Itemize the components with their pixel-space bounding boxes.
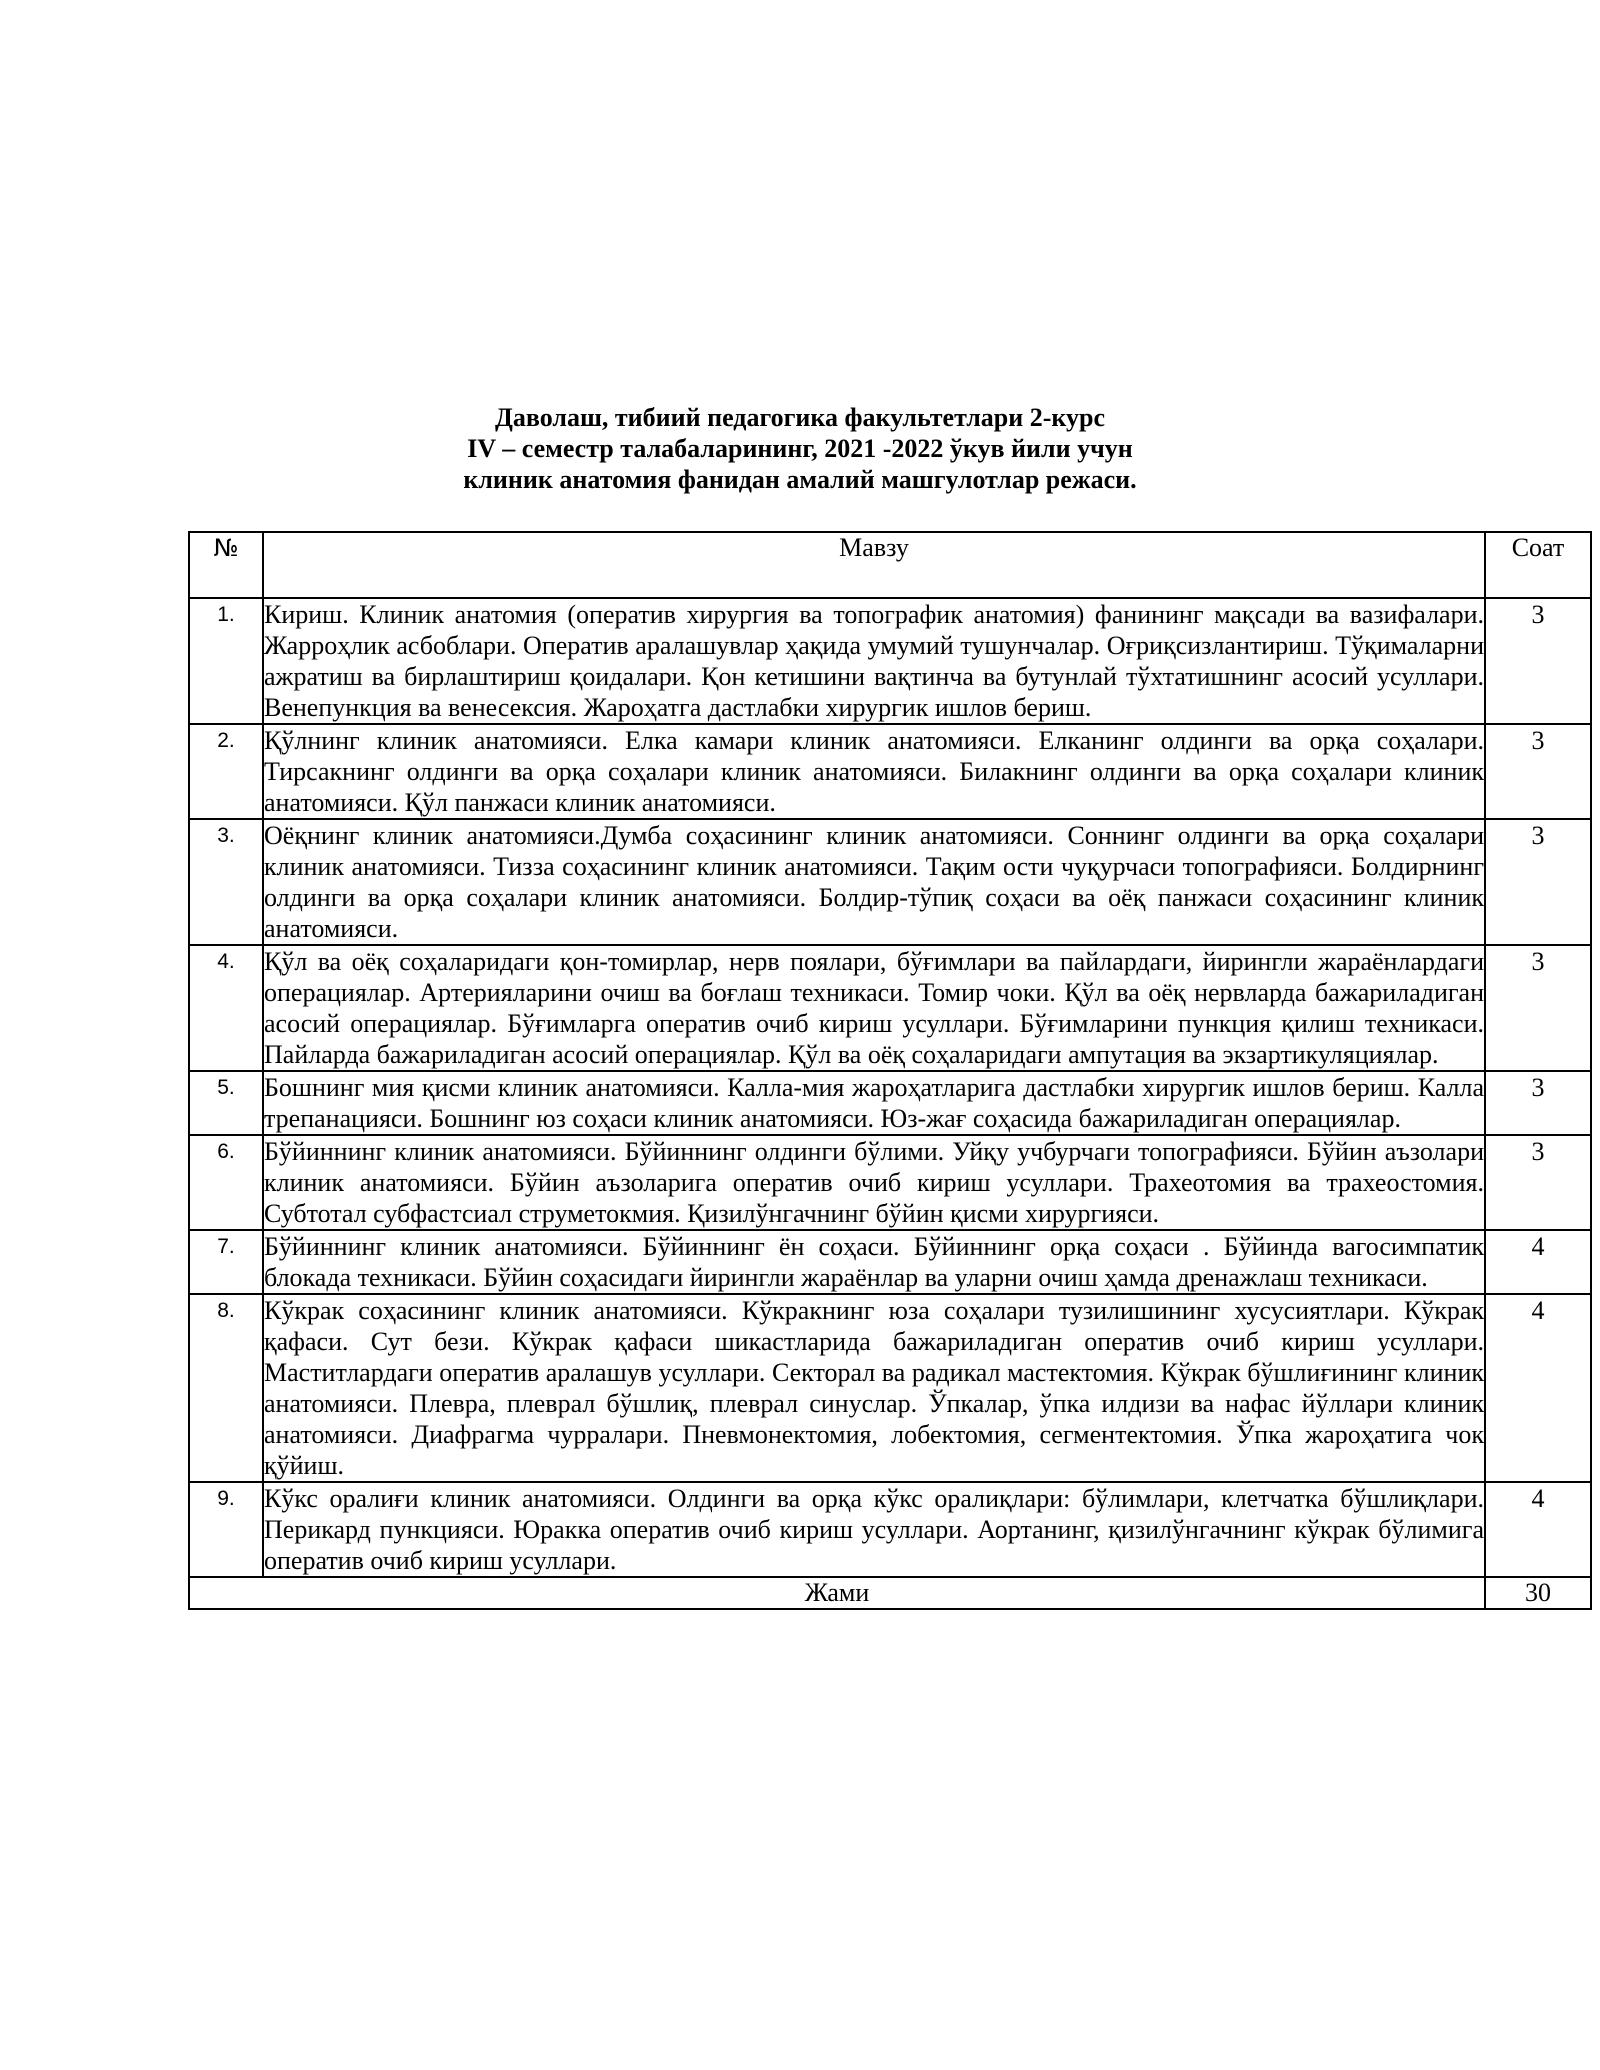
row-topic: Кўкс оралиғи клиник анатомияси. Олдинги ва орқа кўкс оралиқлари: бўлимлари, клетчатка бўшлиқлари. Перикард пункцияси. Юракка оператив очиб кириш усуллари. Аортанинг, қизилўнгачнинг кўкрак бўлимига оператив очиб кириш усуллари. (264, 1484, 1484, 1575)
document-heading (0, 402, 1600, 495)
total-hours: 30 (1485, 1577, 1591, 1609)
row-hours: 3 (1485, 724, 1591, 819)
row-topic: Қўл ва оёқ соҳаларидаги қон-томирлар, нерв поялари, бўғимлари ва пайлардаги, йирингли жараёнлардаги операциялар. Артерияларини очиш ва боғлаш техникаси. Томир чоки. Қўл ва оёқ нервларда бажариладиган асосий операциялар. Бўғимларга оператив очиб кириш усуллари. Бўғимларини пункция қилиш техникаси. Пайларда бажариладиган асосий операциялар. Қўл ва оёқ соҳаларидаги ампутация ва экзартикуляциялар. (264, 947, 1484, 1069)
table-row (189, 1230, 1591, 1294)
row-topic: Қўлнинг клиник анатомияси. Елка камари клиник анатомияси. Елканинг олдинги ва орқа соҳалари. Тирсакнинг олдинги ва орқа соҳалари клиник анатомияси. Билакнинг олдинги ва орқа соҳалари клиник анатомияси. Қўл панжаси клиник анатомияси. (264, 726, 1484, 817)
row-hours: 4 (1485, 1294, 1591, 1482)
row-number: 6. (189, 1135, 263, 1230)
row-hours: 4 (1485, 1230, 1591, 1294)
row-number: 9. (189, 1482, 263, 1577)
header-hours: Соат (1485, 532, 1591, 598)
table-row (189, 724, 1591, 819)
row-topic: Оёқнинг клиник анатомияси.Думба соҳасининг клиник анатомияси. Соннинг олдинги ва орқа соҳалари клиник анатомияси. Тизза соҳасининг клиник анатомияси. Тақим ости чуқурчаси топографияси. Болдирнинг олдинги ва орқа соҳалари клиник анатомияси. Болдир-тўпиқ соҳаси ва оёқ панжаси соҳасининг клиник анатомияси. (264, 821, 1484, 943)
row-number: 3. (189, 819, 263, 945)
row-hours: 4 (1485, 1482, 1591, 1577)
row-topic: Бошнинг мия қисми клиник анатомияси. Калла-мия жароҳатларига дастлабки хирургик ишлов бериш. Калла трепанацияси. Бошнинг юз соҳаси клиник анатомияси. Юз-жағ соҳасида бажариладиган операциялар. (264, 1073, 1484, 1133)
row-number: 5. (189, 1071, 263, 1135)
total-row (189, 1577, 1591, 1609)
table-row (189, 1071, 1591, 1135)
row-number: 2. (189, 724, 263, 819)
lesson-plan-table (188, 531, 1592, 1610)
table-row (189, 1294, 1591, 1482)
table-row (189, 1135, 1591, 1230)
row-number: 8. (189, 1294, 263, 1482)
table-row (189, 945, 1591, 1071)
table-row (189, 598, 1591, 724)
row-topic: Бўйиннинг клиник анатомияси. Бўйиннинг ён соҳаси. Бўйиннинг орқа соҳаси . Бўйинда вагосимпатик блокада техникаси. Бўйин соҳасидаги йирингли жараёнлар ва уларни очиш ҳамда дренажлаш техникаси. (264, 1232, 1484, 1292)
heading-line-1: Даволаш, тибиий педагогика факультетлари 2-курс (494, 403, 1106, 432)
table-row (189, 1482, 1591, 1577)
row-topic: Бўйиннинг клиник анатомияси. Бўйиннинг олдинги бўлими. Уйқу учбурчаги топографияси. Бўйин аъзолари клиник анатомияси. Бўйин аъзоларига оператив очиб кириш усуллари. Трахеотомия ва трахеостомия. Субтотал субфастсиал струметокмия. Қизилўнгачнинг бўйин қисми хирургияси. (264, 1137, 1484, 1228)
heading-line-2: IV – семестр талабаларининг, 2021 -2022 ўкув йили учун (467, 434, 1133, 463)
row-hours: 3 (1485, 819, 1591, 945)
total-label: Жами (189, 1577, 1485, 1609)
heading-line-3: клиник анатомия фанидан амалий машгулотлар режаси. (463, 465, 1137, 494)
row-hours: 3 (1485, 1135, 1591, 1230)
header-topic: Мавзу (263, 532, 1485, 598)
row-number: 7. (189, 1230, 263, 1294)
row-topic: Кириш. Клиник анатомия (оператив хирургия ва топографик анатомия) фанининг мақсади ва вазифалари. Жарроҳлик асбоблари. Оператив аралашувлар ҳақида умумий тушунчалар. Оғриқсизлантириш. Тўқималарни ажратиш ва бирлаштириш қоидалари. Қон кетишини вақтинча ва бутунлай тўхтатишнинг асосий усуллари. Венепункция ва венесексия. Жароҳатга дастлабки хирургик ишлов бериш. (264, 600, 1484, 722)
row-hours: 3 (1485, 945, 1591, 1071)
row-hours: 3 (1485, 1071, 1591, 1135)
table-row (189, 819, 1591, 945)
header-number: № (189, 532, 263, 598)
row-number: 4. (189, 945, 263, 1071)
table-header-row (189, 532, 1591, 598)
row-topic: Кўкрак соҳасининг клиник анатомияси. Кўкракнинг юза соҳалари тузилишининг хусусиятлари. Кўкрак қафаси. Сут бези. Кўкрак қафаси шикастларида бажариладиган оператив очиб кириш усуллари. Маститлардаги оператив аралашув усуллари. Секторал ва радикал мастектомия. Кўкрак бўшлиғининг клиник анатомияси. Плевра, плеврал бўшлиқ, плеврал синуслар. Ўпкалар, ўпка илдизи ва нафас йўллари клиник анатомияси. Диафрагма чурралари. Пневмонектомия, лобектомия, сегментектомия. Ўпка жароҳатига чок қўйиш. (264, 1296, 1484, 1480)
row-number: 1. (189, 598, 263, 724)
row-hours: 3 (1485, 598, 1591, 724)
